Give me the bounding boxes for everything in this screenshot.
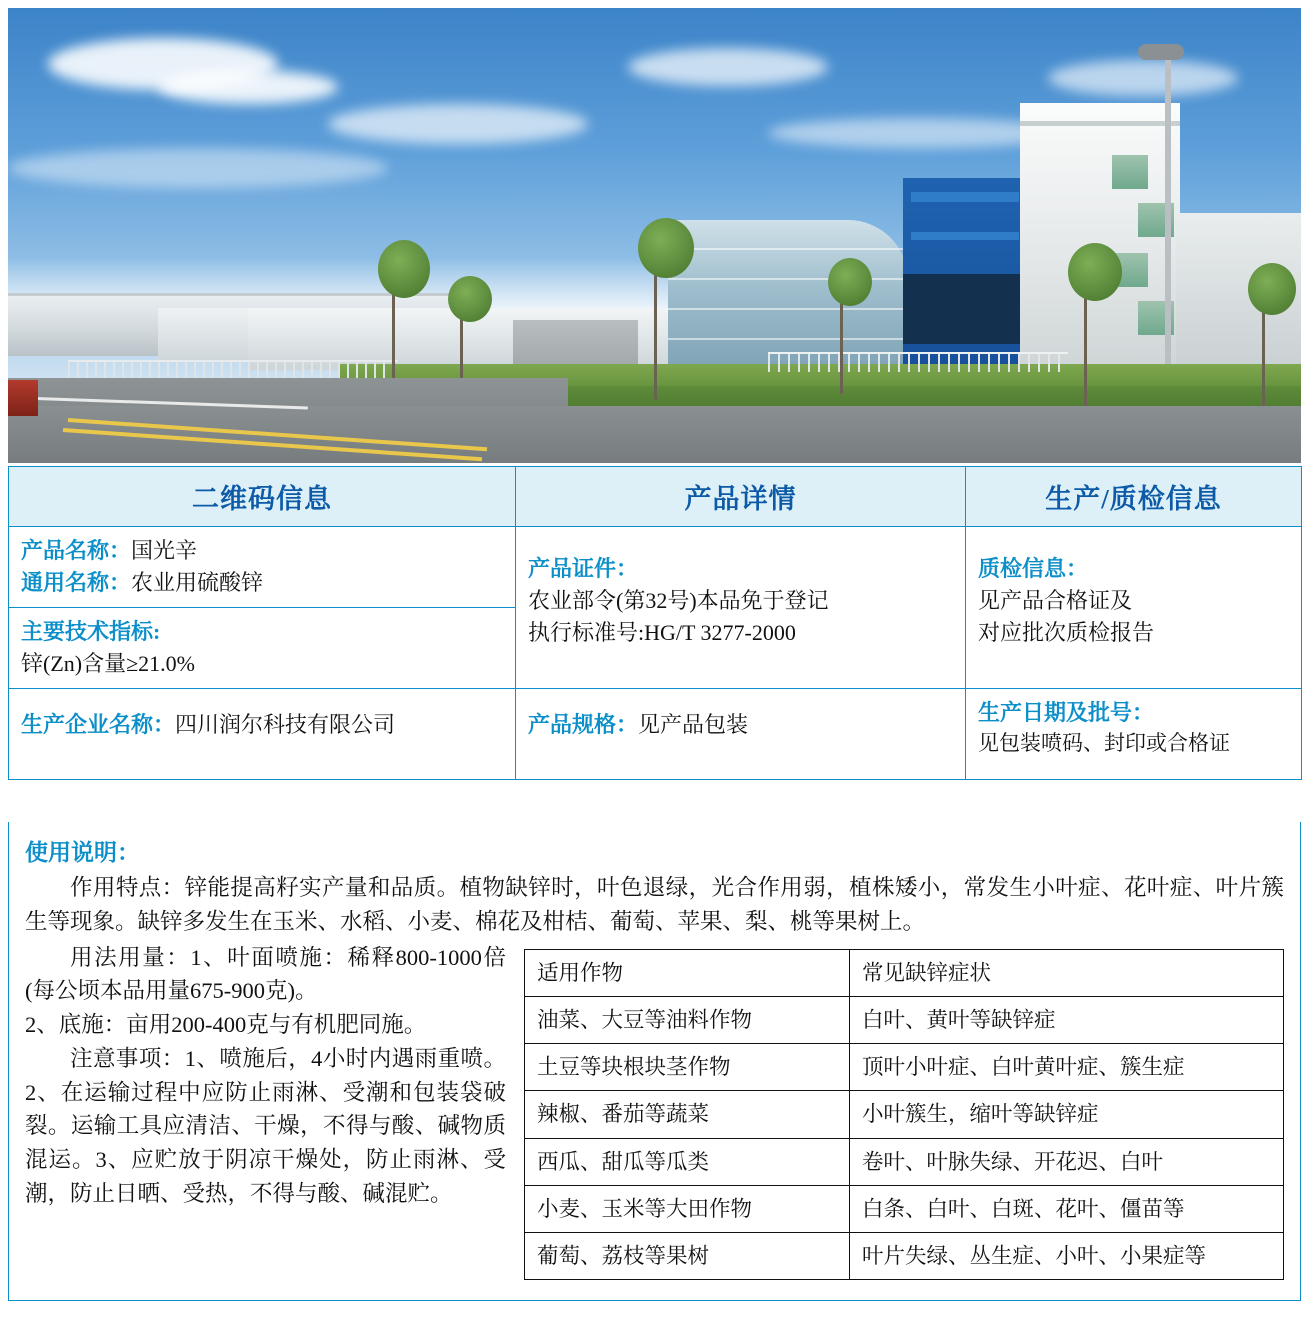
crop-name: 小麦、玉米等大田作物 — [525, 1185, 850, 1232]
product-name-label: 产品名称： — [21, 538, 132, 563]
usage-dosage-paragraph-1: 用法用量：1、叶面喷施：稀释800-1000倍(每公顷本品用量675-900克)。 — [25, 944, 506, 1004]
production-date-value: 见包装喷码、封印或合格证 — [978, 731, 1230, 756]
crop-symptom: 叶片失绿、丛生症、小叶、小果症等 — [850, 1233, 1284, 1280]
crop-symptom: 白叶、黄叶等缺锌症 — [850, 996, 1284, 1043]
common-name-value: 农业用硫酸锌 — [131, 569, 264, 595]
cell-product-spec — [516, 688, 966, 779]
crop-symptom: 卷叶、叶脉失绿、开花迟、白叶 — [850, 1138, 1284, 1185]
tech-spec-value: 锌(Zn)含量≥21.0% — [21, 650, 195, 676]
qc-label: 质检信息： — [978, 556, 1089, 581]
cell-manufacturer — [9, 688, 516, 779]
crop-symptom: 顶叶小叶症、白叶黄叶症、簇生症 — [850, 1044, 1284, 1091]
qc-line-1: 见产品合格证及 — [978, 587, 1133, 613]
crop-symptom: 小叶簇生，缩叶等缺锌症 — [850, 1091, 1284, 1138]
manufacturer-label: 生产企业名称： — [21, 711, 176, 737]
info-table — [8, 466, 1302, 780]
table-row — [9, 527, 1302, 608]
crop-name: 葡萄、荔枝等果树 — [525, 1233, 850, 1280]
cell-product-names — [9, 527, 516, 608]
cloud-shape — [628, 48, 828, 86]
crops-col-header-crop: 适用作物 — [525, 949, 850, 996]
usage-title: 使用说明： — [25, 840, 140, 865]
product-spec-label: 产品规格： — [528, 711, 639, 737]
cell-qc-info — [966, 527, 1302, 689]
production-date-label: 生产日期及批号： — [978, 699, 1155, 725]
glass-office-building — [668, 220, 908, 370]
fence — [68, 360, 398, 378]
usage-dosage-paragraph-2: 2、底施：亩用200-400克与有机肥同施。 — [25, 1012, 427, 1037]
blue-frame-structure — [903, 178, 1028, 368]
header-product-details: 产品详情 — [516, 467, 966, 527]
cloud-shape — [1048, 60, 1238, 96]
cell-product-certificate — [516, 527, 966, 689]
crops-col-header-symptom: 常见缺锌症状 — [850, 949, 1284, 996]
table-row — [525, 1091, 1284, 1138]
factory-photo — [8, 8, 1301, 463]
header-production-qc-info: 生产/质检信息 — [966, 467, 1302, 527]
table-row — [525, 996, 1284, 1043]
table-row — [525, 1044, 1284, 1091]
usage-intro-paragraph: 作用特点：锌能提高籽实产量和品质。植物缺锌时，叶色退绿，光合作用弱，植株矮小，常发生小叶症、花叶症、叶片簇生等现象。缺锌多发生在玉米、水稻、小麦、棉花及柑桔、葡萄、苹果、梨、桃等果树上。 — [25, 875, 1284, 934]
cell-production-date — [966, 688, 1302, 779]
table-header-row — [9, 467, 1302, 527]
table-row — [9, 688, 1302, 779]
header-qrcode-info: 二维码信息 — [9, 467, 516, 527]
qc-line-2: 对应批次质检报告 — [978, 619, 1155, 645]
tech-spec-label: 主要技术指标: — [21, 618, 161, 644]
certificate-line-1: 农业部令(第32号)本品免于登记 — [528, 587, 829, 613]
product-name-value: 国光辛 — [131, 538, 198, 563]
common-name-label: 通用名称： — [21, 569, 132, 595]
usage-notice-paragraph: 注意事项：1、喷施后，4小时内遇雨重喷。2、在运输过程中应防止雨淋、受潮和包装袋破裂。运输工具应清洁、干燥，不得与酸、碱物质混运。3、应贮放于阴凉干燥处，防止雨淋、受潮，防止日晒、受热，不得与酸、碱混贮。 — [25, 1045, 506, 1206]
table-row — [525, 1185, 1284, 1232]
crop-symptom: 白条、白叶、白斑、花叶、僵苗等 — [850, 1185, 1284, 1232]
cloud-shape — [328, 104, 588, 144]
manufacturer-value: 四川润尔科技有限公司 — [175, 711, 396, 737]
crop-name: 土豆等块根块茎作物 — [525, 1044, 850, 1091]
table-row — [525, 1233, 1284, 1280]
white-tower-building — [1020, 103, 1180, 368]
truck — [8, 380, 38, 416]
crop-name: 辣椒、番茄等蔬菜 — [525, 1091, 850, 1138]
product-spec-value: 见产品包装 — [638, 711, 749, 737]
road-foreground — [8, 406, 1301, 463]
table-row — [525, 1138, 1284, 1185]
certificate-label: 产品证件： — [528, 556, 639, 581]
cloud-shape — [158, 70, 338, 104]
info-table-wrapper — [8, 466, 1301, 780]
cloud-shape — [8, 148, 388, 188]
fence — [768, 352, 1068, 372]
street-lamp-head — [1138, 44, 1184, 60]
crop-name: 油菜、大豆等油料作物 — [525, 996, 850, 1043]
crop-name: 西瓜、甜瓜等瓜类 — [525, 1138, 850, 1185]
usage-body — [25, 871, 1284, 1268]
crops-symptoms-table — [524, 949, 1284, 1281]
certificate-line-2: 执行标准号:HG/T 3277-2000 — [528, 619, 796, 645]
usage-instructions-section — [8, 822, 1301, 1301]
cell-technical-spec — [9, 607, 516, 688]
crops-table-header-row — [525, 949, 1284, 996]
